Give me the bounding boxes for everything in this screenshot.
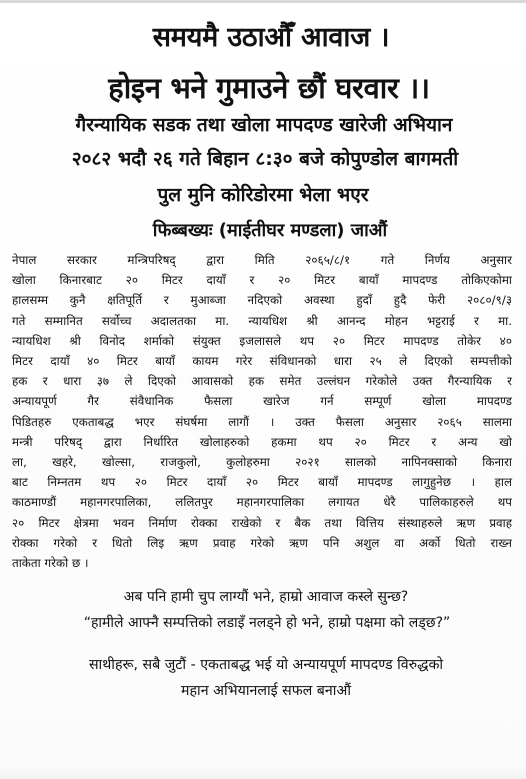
call-to-action-line-1: साथीहरू, सबै जुटौं - एकताबद्ध भई यो अन्यायपूर्ण मापदण्ड विरुद्धको bbox=[88, 657, 444, 674]
body-line: मन्त्री परिषद् द्वारा निर्धारित खोलाहरुको हकमा थप २० मिटर र अन्य खो bbox=[12, 434, 512, 449]
campaign-title: गैरन्यायिक सडक तथा खोला मापदण्ड खारेजी अभियान bbox=[75, 114, 453, 136]
body-line: हक र धारा ३७ ले दिएको आवासको हक समेत उल्लंघन गरेकोले उक्त गैरन्यायिक र bbox=[12, 374, 512, 389]
gathering-location: पुल मुनि कोरिडोरमा भेला भएर bbox=[157, 184, 369, 206]
march-destination: फिब्बख्यः (माईतीघर मण्डला) जाऔं bbox=[152, 220, 388, 241]
closing-question: अब पनि हामी चुप लाग्यौं भने, हाम्रो आवाज कस्ले सुन्छ? bbox=[123, 589, 409, 606]
body-line: हालसम्म कुनै क्षतिपूर्ति र मुआब्जा नदिएको अवस्था हुदाँ हुदै फेरी २०८०/९/३ bbox=[12, 293, 512, 308]
body-line: मिटर दायाँ ४० मिटर बायाँ कायम गरेर संविधानको धारा २५ ले दिएको सम्पत्तीको bbox=[12, 354, 512, 369]
body-line: अन्यायपूर्ण गैर संवैधानिक फैसला खारेज गर्न सम्पूर्ण खोला मापदण्ड bbox=[12, 394, 512, 409]
gathering-date-time: २०८२ भदौ २६ गते बिहान ८:३० बजे कोपुण्डोल बागमती bbox=[71, 148, 459, 170]
headline-secondary: होइन भने गुमाउने छौं घरवार ।। bbox=[108, 71, 430, 105]
body-line: काठमाण्डौं महानगरपालिका, ललितपुर महानगरपालिका लगायत धेरै पालिकाहरुले थप bbox=[12, 495, 512, 510]
body-line: ला, खहरे, खोल्सा, राजकुलो, कुलोहरुमा २०२१ सालको नापिनक्साको किनारा bbox=[12, 455, 512, 470]
call-to-action-line-2: महान अभियानलाई सफल बनाऔं bbox=[181, 683, 351, 700]
body-line: न्यायधिश श्री विनोद शर्माको संयुक्त इजलासले थप २० मिटर मापदण्ड तोकेर ४० bbox=[12, 333, 512, 348]
body-line: पिडितहरु एकताबद्ध भएर संघर्षमा लागौं । उक्त फैसला अनुसार २०६५ सालमा bbox=[12, 414, 512, 429]
paper-top-edge bbox=[0, 0, 526, 3]
closing-quote: “हामीले आफ्नै सम्पत्तिको लडाइँ नलड्ने हो भने, हाम्रो पक्षमा को लड्छ?” bbox=[83, 615, 451, 632]
body-line: बाट निम्नतम थप २० मिटर दायाँ २० मिटर बायाँ मापदण्ड लागुहुनेछ । हाल bbox=[12, 475, 512, 490]
body-line: २० मिटर क्षेत्रमा भवन निर्माण रोक्का राखेको र बैक तथा वित्तिय संस्थाहरुले ऋण प्रवाह bbox=[12, 515, 512, 530]
body-line: रोक्का गरेको र धितो लिइ ऋण प्रवाह गरेको ऋण पनि अशुल वा अर्को धितो राख्न bbox=[12, 535, 512, 550]
paper-bottom-shadow bbox=[0, 767, 526, 779]
headline-primary: समयमै उठाऔँ आवाज । bbox=[152, 22, 390, 53]
body-line: खोला किनारबाट २० मिटर दायाँ र २० मिटर बायाँ मापदण्ड तोकिएकोमा bbox=[12, 273, 512, 288]
body-paragraph bbox=[12, 250, 512, 573]
body-line: नेपाल सरकार मन्त्रिपरिषद् द्वारा मिति २०६५/८/१ गते निर्णय अनुसार bbox=[12, 253, 512, 267]
body-line: गते सम्मानित सर्वोच्च अदालतका मा. न्यायधिश श्री आनन्द मोहन भट्टराई र मा. bbox=[12, 313, 512, 328]
body-line-final: ताकेता गरेको छ । bbox=[12, 556, 89, 571]
